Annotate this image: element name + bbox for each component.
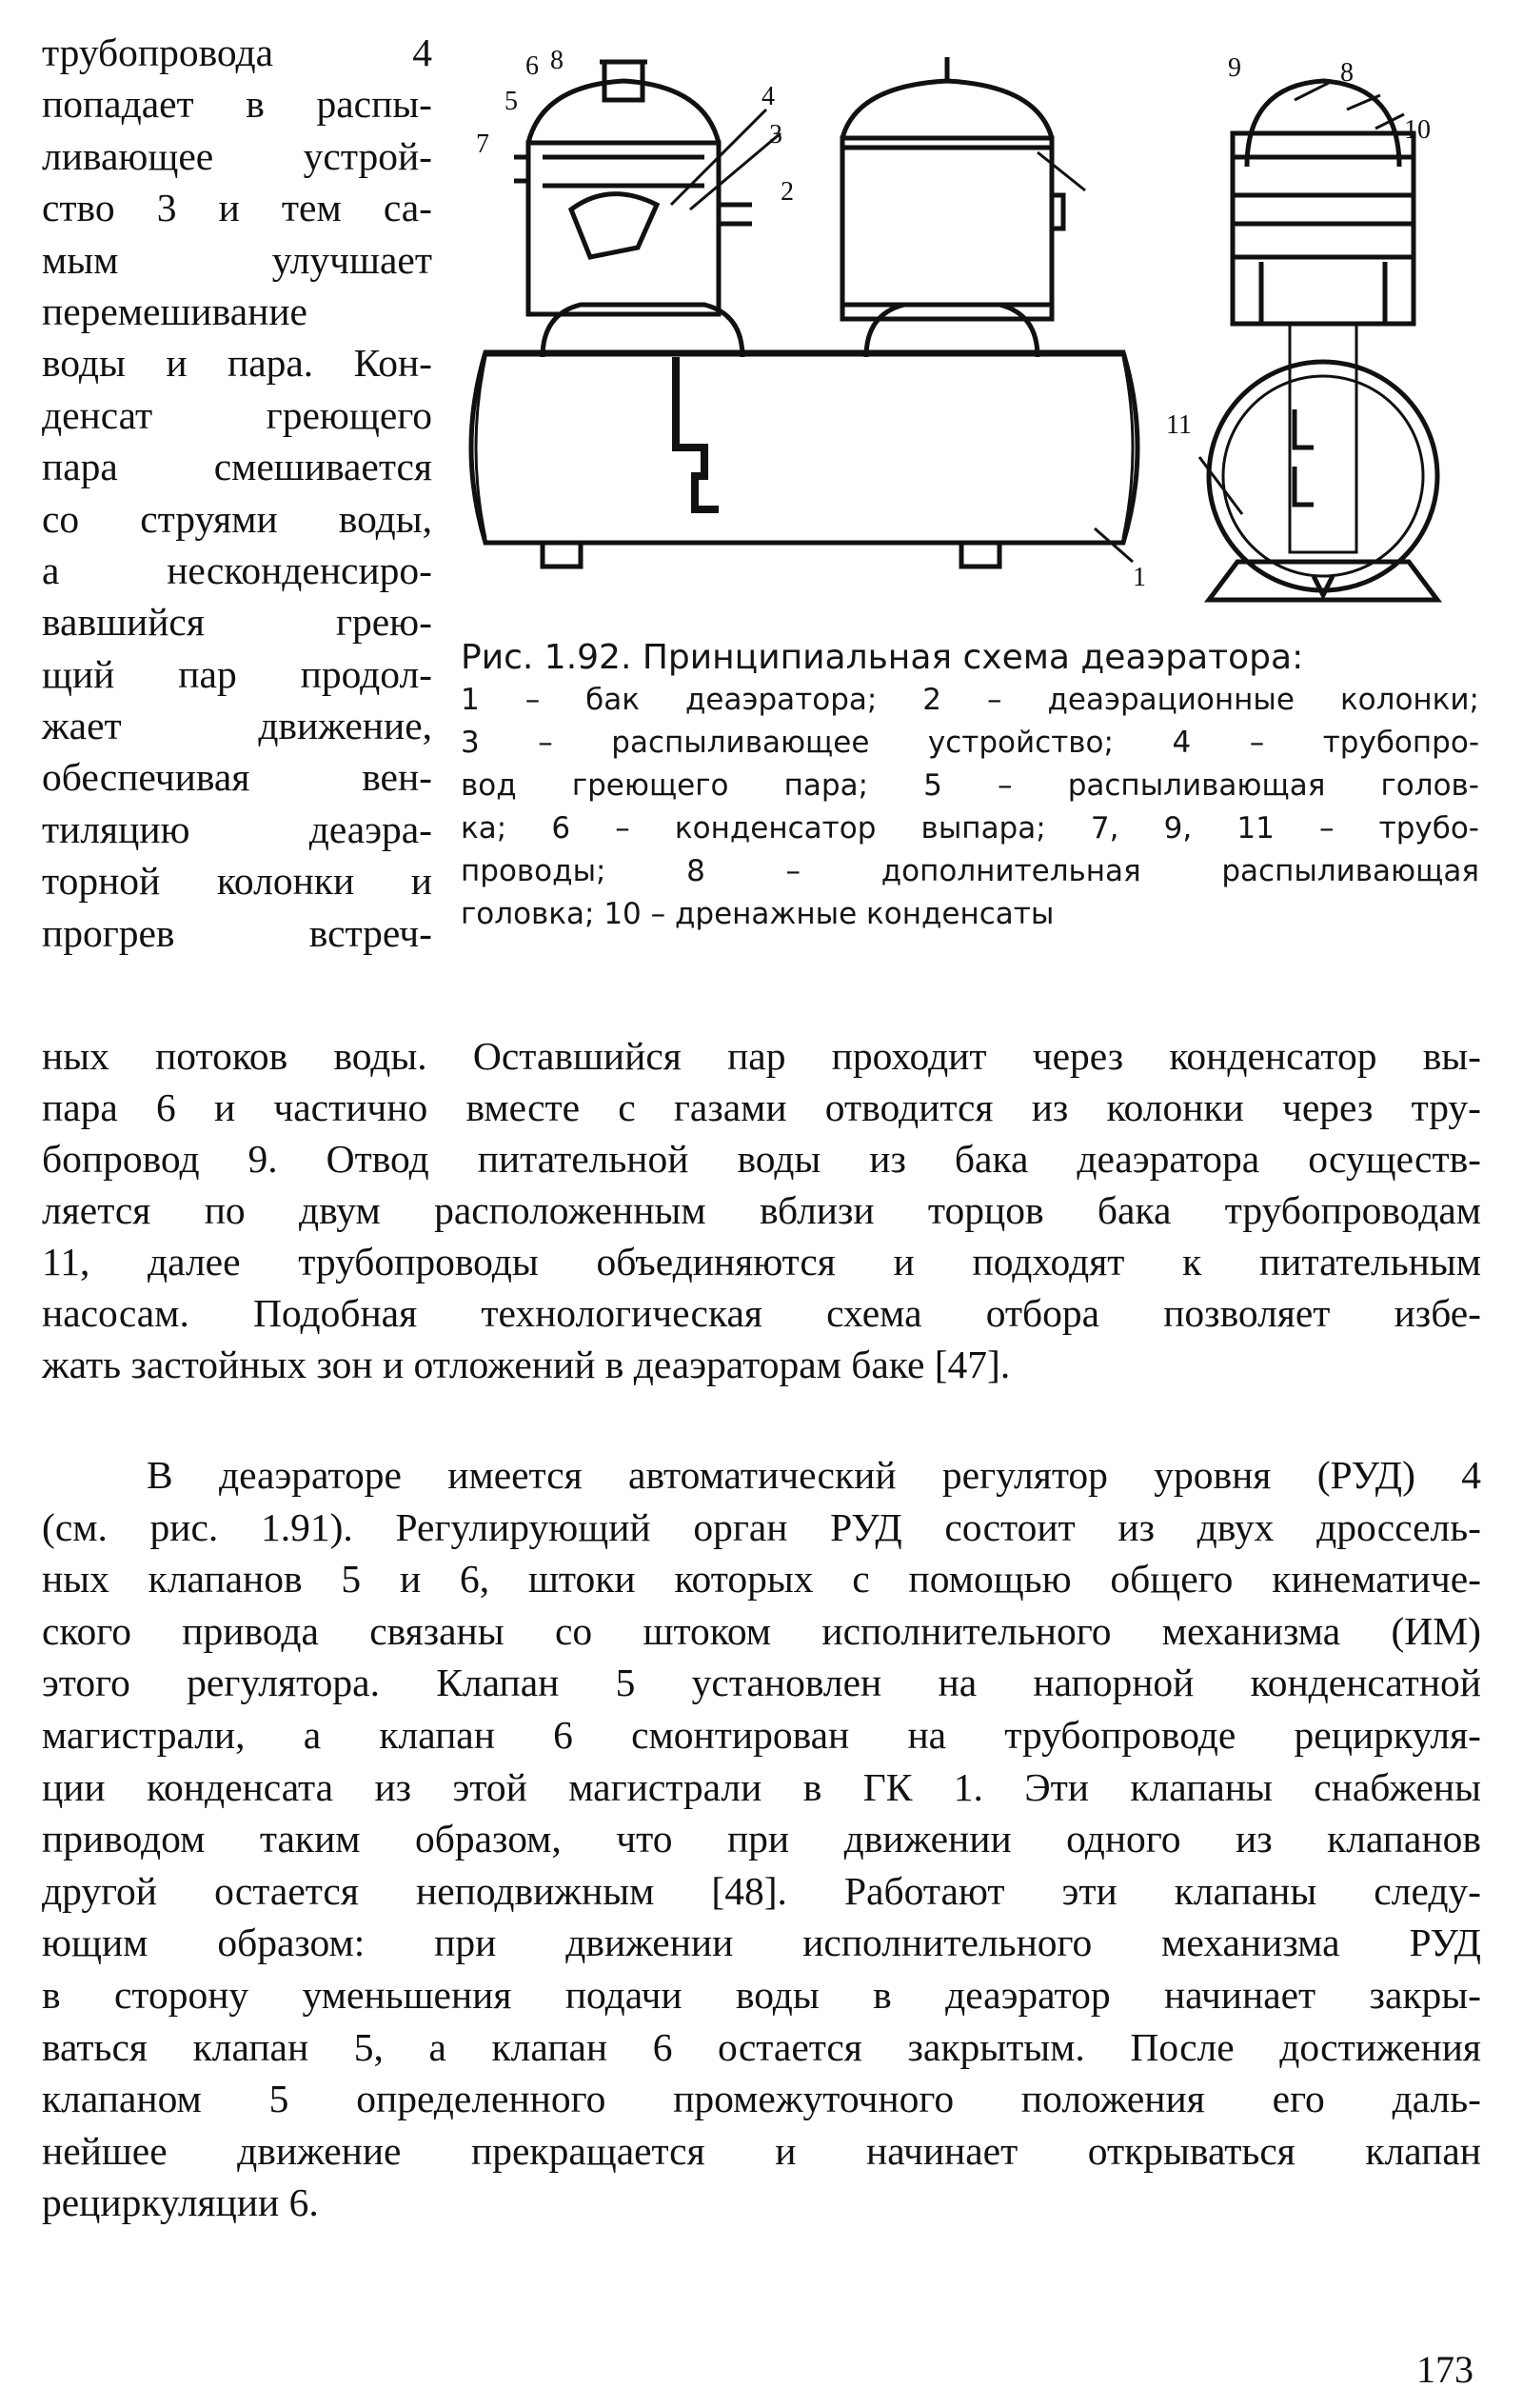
deaeration-column-1 [528,143,719,314]
column-1-cap [528,81,719,143]
text-line: обеспечивая вен- [42,755,432,800]
text-line: прогрев встреч- [42,910,432,955]
text-line: ции конденсата из этой магистрали в ГК 1. Эти клапаны снабжены [42,1764,1481,1809]
text-line: ных потоков воды. Оставшийся пар проходит через конденсатор вы- [42,1034,1481,1078]
page-number: 173 [1416,2348,1474,2391]
label-5: 5 [504,87,518,116]
caption-line: вод греющего пара; 5 – распыливающая голов- [461,768,1479,803]
text-line: со струями воды, [42,496,432,541]
label-6: 6 [525,51,539,81]
text-line: бопровод 9. Отвод питательной воды из бака деаэратора осуществ- [42,1137,1481,1181]
text-line: рециркуляции 6. [42,2180,319,2225]
text-line: денсат греющего [42,392,432,437]
text-line: другой остается неподвижным [48]. Работают эти клапаны следу- [42,1868,1481,1913]
figure-caption [461,636,1479,936]
text-line: попадает в распы- [42,82,432,127]
tank-support-right [961,543,999,567]
text-line: щий пар продол- [42,651,432,696]
label-4: 4 [762,82,775,111]
text-line: приводом таким образом, что при движении одного из клапанов [42,1817,1481,1861]
text-line: ливающее устрой- [42,133,432,178]
caption-title: Рис. 1.92. Принципиальная схема деаэратора: [461,638,1304,677]
side-view-tank [1209,362,1437,590]
caption-line: проводы; 8 – дополнительная распыливающая [461,854,1479,888]
caption-line: 3 – распыливающее устройство; 4 – трубопро- [461,726,1479,760]
column-2-base [866,305,1038,357]
side-view-cap [1247,81,1399,167]
text-line: тиляцию деаэра- [42,806,432,851]
text-line: насосам. Подобная технологическая схема отбора позволяет избе- [42,1291,1481,1335]
column-2-cap [842,81,1052,138]
text-line: ных клапанов 5 и 6, штоки которых с помощью общего кинематиче- [42,1557,1481,1602]
text-line: ского привода связаны со штоком исполнительного механизма (ИМ) [42,1608,1481,1653]
text-line: жает движение, [42,704,432,748]
diagram-svg [466,29,1494,619]
text-line: мым улучшает [42,237,432,282]
text-line: магистрали, а клапан 6 смонтирован на трубопроводе рециркуля- [42,1712,1481,1757]
text-line: пара 6 и частично вместе с газами отводится из колонки через тру- [42,1085,1481,1129]
text-line: ющим образом: при движении исполнительного механизма РУД [42,1920,1481,1965]
label-7: 7 [476,129,489,159]
text-line: жать застойных зон и отложений в деаэраторам баке [47]. [42,1343,1011,1386]
text-line: торной колонки и [42,859,432,904]
text-line: В деаэраторе имеется автоматический регулятор уровня (РУД) 4 [147,1453,1481,1497]
label-8: 8 [550,46,564,75]
text-line: вавшийся грею- [42,600,432,645]
label-3: 3 [769,120,782,149]
tank-drawing [471,57,1437,600]
label-10: 10 [1404,115,1431,145]
text-line: (см. рис. 1.91). Регулирующий орган РУД состоит из двух дроссель- [42,1504,1481,1549]
label-11: 11 [1166,410,1192,440]
text-line: перемешивание [42,289,307,333]
label-1: 1 [1133,563,1146,592]
text-line: ляется по двум расположенным вблизи торцов бака трубопроводам [42,1188,1481,1232]
paragraph-2 [42,1449,1481,2229]
caption-line: головка; 10 – дренажные конденсаты [461,897,1055,931]
deaeration-column-2 [842,138,1052,319]
text-line: ваться клапан 5, а клапан 6 остается закрытым. После достижения [42,2024,1481,2069]
label-8-side: 8 [1340,58,1354,88]
text-line: трубопровода 4 [42,30,432,74]
deaerator-diagram [466,29,1494,619]
caption-line: ка; 6 – конденсатор выпара; 7, 9, 11 – трубо- [461,811,1479,846]
deaerator-tank [471,352,1137,543]
text-line: нейшее движение прекращается и начинает открываться клапан [42,2128,1481,2173]
caption-line: 1 – бак деаэратора; 2 – деаэрационные колонки; [461,683,1479,717]
text-line: в сторону уменьшения подачи воды в деаэратор начинает закры- [42,1972,1481,2017]
text-line: 11, далее трубопроводы объединяются и подходят к питательным [42,1240,1481,1284]
text-line: пара смешивается [42,445,432,489]
text-line: а несконденсиро- [42,547,432,592]
text-line: воды и пара. Кон- [42,341,432,386]
text-line: этого регулятора. Клапан 5 установлен на напорной конденсатной [42,1661,1481,1705]
tank-support-left [543,543,581,567]
text-line: клапаном 5 определенного промежуточного положения его даль- [42,2077,1481,2121]
paragraph-1 [42,1030,1481,1390]
label-9: 9 [1228,53,1241,83]
left-text-column [42,27,432,959]
label-2: 2 [781,177,794,207]
text-line: ство 3 и тем са- [42,186,432,230]
